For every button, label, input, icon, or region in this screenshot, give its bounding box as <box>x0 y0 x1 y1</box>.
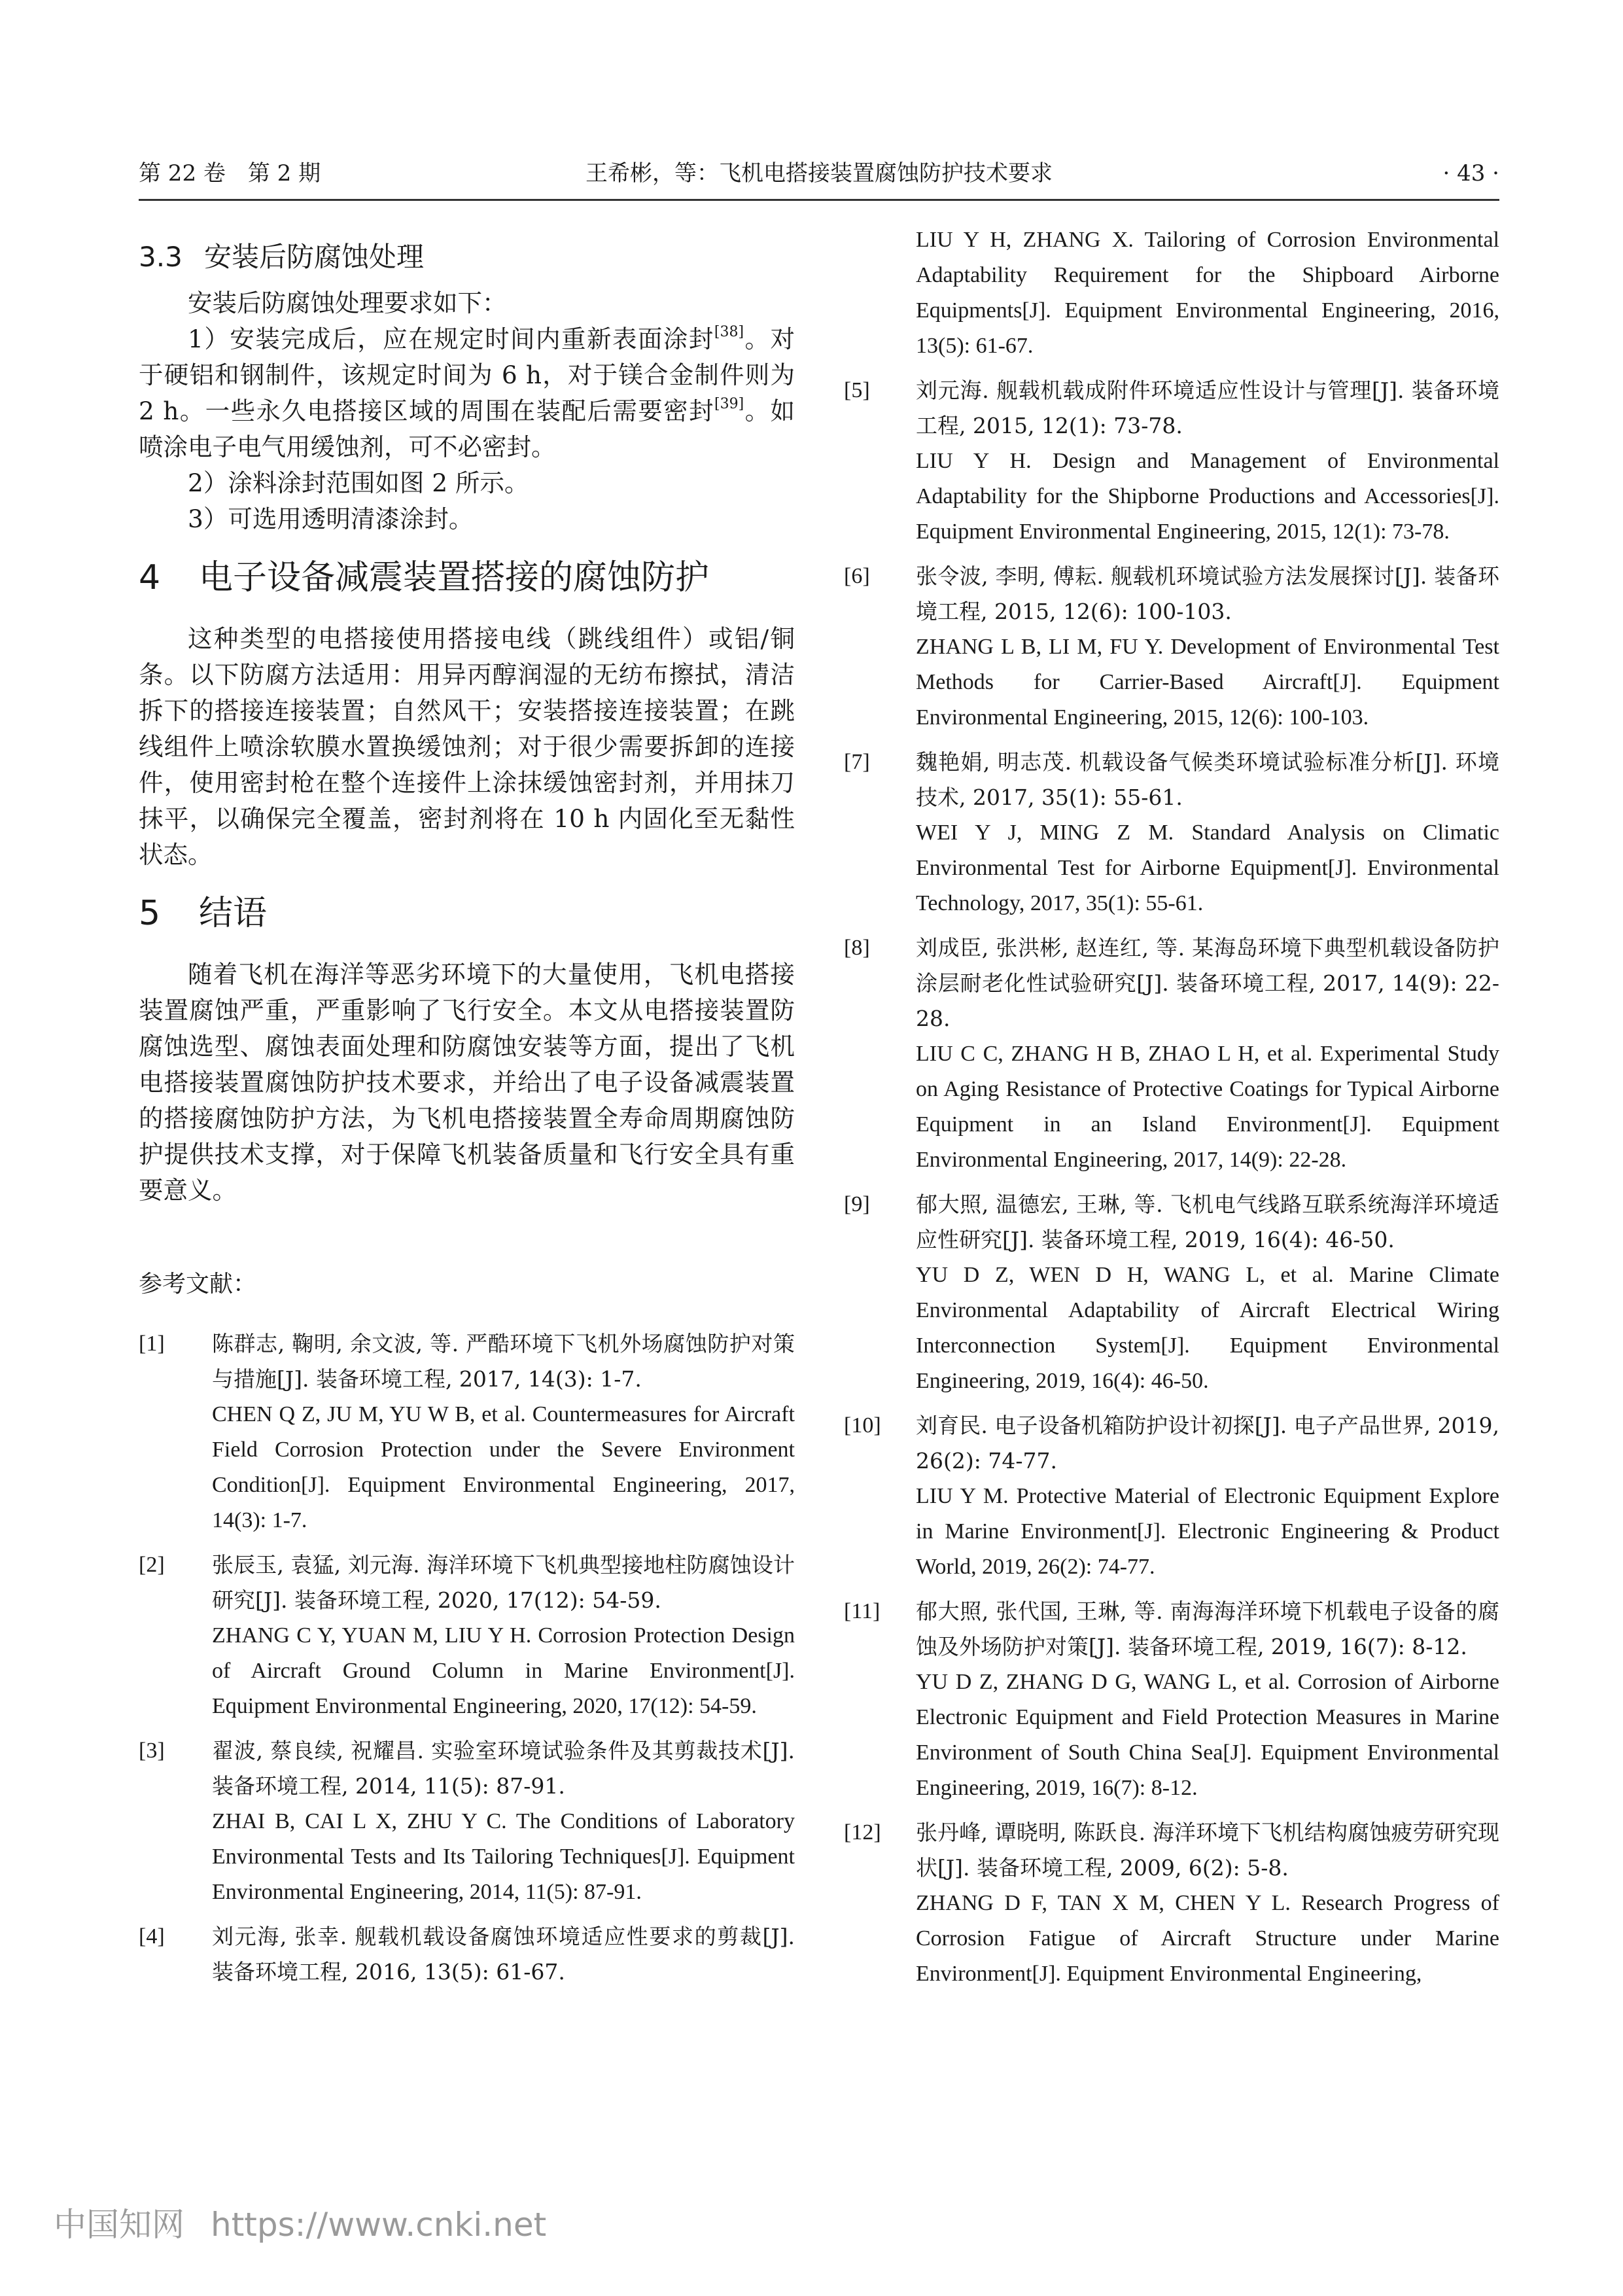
reference-zh: 郁大照, 温德宏, 王琳, 等. 飞机电气线路互联系统海洋环境适应性研究[J]. 装备环境工程, 2019, 16(4): 46-50. <box>916 1192 1499 1252</box>
paragraph: 这种类型的电搭接使用搭接电线（跳线组件）或铝/铜条。以下防腐方法适用：用异丙醇润湿的无纺布擦拭，清洁拆下的搭接连接装置；自然风干；安装搭接连接装置；在跳线组件上喷涂软膜水置换缓蚀剂；对于很少需要拆卸的连接件，使用密封枪在整个连接件上涂抹缓蚀密封剂，并用抹刀抹平，以确保完全覆盖，密封剂将在 10 h 内固化至无黏性状态。 <box>139 624 795 869</box>
volume-issue: 第 22 卷 第 2 期 <box>139 160 321 186</box>
reference-zh: 陈群志, 鞠明, 余文波, 等. 严酷环境下飞机外场腐蚀防护对策与措施[J]. 装备环境工程, 2017, 14(3): 1-7. <box>212 1331 795 1392</box>
reference-zh: 魏艳娟, 明志茂. 机载设备气候类环境试验标准分析[J]. 环境技术, 2017, 35(1): 55-61. <box>916 749 1499 810</box>
reference-en: ZHANG L B, LI M, FU Y. Development of Environmental Test Methods for Carrier-Based Aircraft[J]. Equipment Environmental Engineering, 2015, 12(6): 100-103. <box>916 635 1499 730</box>
section-4-heading <box>139 554 795 601</box>
running-header <box>139 157 1499 204</box>
page-number: · 43 · <box>1442 160 1499 186</box>
reference-number: [8] <box>844 936 870 960</box>
paragraph: 2）涂料涂封范围如图 2 所示。 <box>188 468 529 497</box>
reference-en: YU D Z, WEN D H, WANG L, et al. Marine Climate Environmental Adaptability of Aircraft Electrical Wiring Interconnection System[J]. Equipment Environmental Engineering, 2019, 16(4): 46-50. <box>916 1263 1499 1393</box>
reference-zh: 张丹峰, 谭晓明, 陈跃良. 海洋环境下飞机结构腐蚀疲劳研究现状[J]. 装备环境工程, 2009, 6(2): 5-8. <box>916 1820 1499 1881</box>
right-column <box>844 222 1499 2001</box>
reference-item <box>844 930 1499 1178</box>
reference-en: LIU Y H, ZHANG X. Tailoring of Corrosion Environmental Adaptability Requirement for the Shipboard Airborne Equipments[J]. Equipment Environmental Engineering, 2016, 13(5): 61-67. <box>916 228 1499 358</box>
reference-number: [12] <box>844 1820 881 1845</box>
reference-zh: 郁大照, 张代国, 王琳, 等. 南海海洋环境下机载电子设备的腐蚀及外场防护对策[J]. 装备环境工程, 2019, 16(7): 8-12. <box>916 1598 1499 1659</box>
header-rule <box>139 199 1499 201</box>
reference-en: ZHAI B, CAI L X, ZHU Y C. The Conditions of Laboratory Environmental Tests and Its Tailoring Techniques[J]. Equipment Environmental Engineering, 2014, 11(5): 87-91. <box>212 1809 795 1904</box>
paragraph: 3）可选用透明清漆涂封。 <box>188 504 474 533</box>
paragraph: 随着飞机在海洋等恶劣环境下的大量使用，飞机电搭接装置腐蚀严重，严重影响了飞行安全。本文从电搭接装置防腐蚀选型、腐蚀表面处理和防腐蚀安装等方面，提出了飞机电搭接装置腐蚀防护技术要求，并给出了电子设备减震装置的搭接腐蚀防护方法，为飞机电搭接装置全寿命周期腐蚀防护提供技术支撑，对于保障飞机装备质量和飞行安全具有重要意义。 <box>139 960 795 1205</box>
reference-number: [1] <box>139 1332 165 1356</box>
reference-zh: 张辰玉, 袁猛, 刘元海. 海洋环境下飞机典型接地柱防腐蚀设计研究[J]. 装备环境工程, 2020, 17(12): 54-59. <box>212 1552 795 1613</box>
references-title: 参考文献： <box>139 1271 257 1298</box>
reference-zh: 翟波, 蔡良续, 祝耀昌. 实验室环境试验条件及其剪裁技术[J]. 装备环境工程, 2014, 11(5): 87-91. <box>212 1738 795 1799</box>
reference-item <box>139 1326 795 1538</box>
left-column <box>139 222 795 1999</box>
running-title: 王希彬，等：飞机电搭接装置腐蚀防护技术要求 <box>585 160 1053 186</box>
reference-en: ZHANG C Y, YUAN M, LIU Y H. Corrosion Protection Design of Aircraft Ground Column in Marine Environment[J]. Equipment Environmental Engineering, 2020, 17(12): 54-59. <box>212 1623 795 1718</box>
reference-zh: 刘元海. 舰载机载成附件环境适应性设计与管理[J]. 装备环境工程, 2015, 12(1): 73-78. <box>916 378 1499 438</box>
cnki-url: https://www.cnki.net <box>211 2206 547 2244</box>
reference-en: LIU Y H. Design and Management of Environmental Adaptability for the Shipborne Productions and Accessories[J]. Equipment Environmental Engineering, 2015, 12(1): 73-78. <box>916 449 1499 544</box>
reference-item <box>139 1547 795 1724</box>
reference-en: LIU C C, ZHANG H B, ZHAO L H, et al. Experimental Study on Aging Resistance of Protective Coatings for Typical Airborne Equipment in an Island Environment[J]. Equipment Environmental Engineering, 2017, 14(9): 22-28. <box>916 1042 1499 1172</box>
reference-number: [10] <box>844 1413 881 1438</box>
reference-number: [4] <box>139 1924 165 1949</box>
reference-number: [7] <box>844 750 870 774</box>
reference-number: [3] <box>139 1739 165 1763</box>
reference-item <box>139 1733 795 1910</box>
reference-zh: 刘元海, 张幸. 舰载机载设备腐蚀环境适应性要求的剪裁[J]. 装备环境工程, 2016, 13(5): 61-67. <box>212 1924 795 1985</box>
reference-zh: 刘育民. 电子设备机箱防护设计初探[J]. 电子产品世界, 2019, 26(2): 74-77. <box>916 1413 1499 1474</box>
reference-continuation <box>844 222 1499 364</box>
section-5-heading <box>139 890 795 937</box>
reference-item <box>844 1408 1499 1585</box>
text-run: 。如喷涂电子电气用缓蚀剂，可不必密封。 <box>139 397 795 461</box>
paragraph: 安装后防腐蚀处理要求如下： <box>188 289 507 317</box>
reference-number: [9] <box>844 1192 870 1216</box>
reference-number: [2] <box>139 1553 165 1577</box>
reference-zh: 张令波, 李明, 傅耘. 舰载机环境试验方法发展探讨[J]. 装备环境工程, 2015, 12(6): 100-103. <box>916 563 1499 624</box>
section-number: 4 <box>139 558 161 597</box>
reference-item <box>844 1594 1499 1806</box>
section-number: 3.3 <box>139 241 183 273</box>
text-run: 。对于硬铝和钢制件，该规定时间为 6 h，对于镁合金制件则为 2 h。一些永久电搭接区域的周围在装配后需要密封 <box>139 325 795 425</box>
citation: [39] <box>714 395 744 412</box>
citation: [38] <box>714 323 744 340</box>
reference-en: WEI Y J, MING Z M. Standard Analysis on Climatic Environmental Test for Airborne Equipment[J]. Environmental Technology, 2017, 35(1): 55-61. <box>916 821 1499 915</box>
section-title: 结语 <box>199 894 268 933</box>
reference-number: [6] <box>844 564 870 588</box>
reference-number: [11] <box>844 1599 881 1623</box>
watermark-footer <box>54 2199 572 2244</box>
section-title: 电子设备减震装置搭接的腐蚀防护 <box>199 558 710 597</box>
reference-zh: 刘成臣, 张洪彬, 赵连红, 等. 某海岛环境下典型机载设备防护涂层耐老化性试验研究[J]. 装备环境工程, 2017, 14(9): 22-28. <box>916 935 1499 1031</box>
reference-item <box>844 373 1499 550</box>
reference-en: LIU Y M. Protective Material of Electronic Equipment Explore in Marine Environment[J]. Electronic Engineering & Product World, 2019, 26(2): 74-77. <box>916 1484 1499 1579</box>
paragraph <box>139 321 795 465</box>
reference-item <box>844 559 1499 735</box>
reference-item <box>139 1919 795 1990</box>
reference-item <box>844 745 1499 921</box>
reference-number: [5] <box>844 378 870 402</box>
section-title: 安装后防腐蚀处理 <box>204 241 425 273</box>
reference-en: ZHANG D F, TAN X M, CHEN Y L. Research Progress of Corrosion Fatigue of Aircraft Structure under Marine Environment[J]. Equipment Environmental Engineering, <box>916 1891 1499 1986</box>
cnki-brand: 中国知网 <box>54 2206 184 2244</box>
text-run: 1）安装完成后，应在规定时间内重新表面涂封 <box>188 325 714 353</box>
reference-item <box>844 1187 1499 1399</box>
section-number: 5 <box>139 894 161 933</box>
reference-en: YU D Z, ZHANG D G, WANG L, et al. Corrosion of Airborne Electronic Equipment and Field Protection Measures in Marine Environment of South China Sea[J]. Equipment Environmental Engineering, 2019, 16(7): 8-12. <box>916 1670 1499 1800</box>
reference-item <box>844 1815 1499 1992</box>
reference-en: CHEN Q Z, JU M, YU W B, et al. Countermeasures for Aircraft Field Corrosion Protection under the Severe Environment Condition[J]. Equipment Environmental Engineering, 2017, 14(3): 1-7. <box>212 1402 795 1532</box>
section-3-3-heading <box>139 238 795 276</box>
